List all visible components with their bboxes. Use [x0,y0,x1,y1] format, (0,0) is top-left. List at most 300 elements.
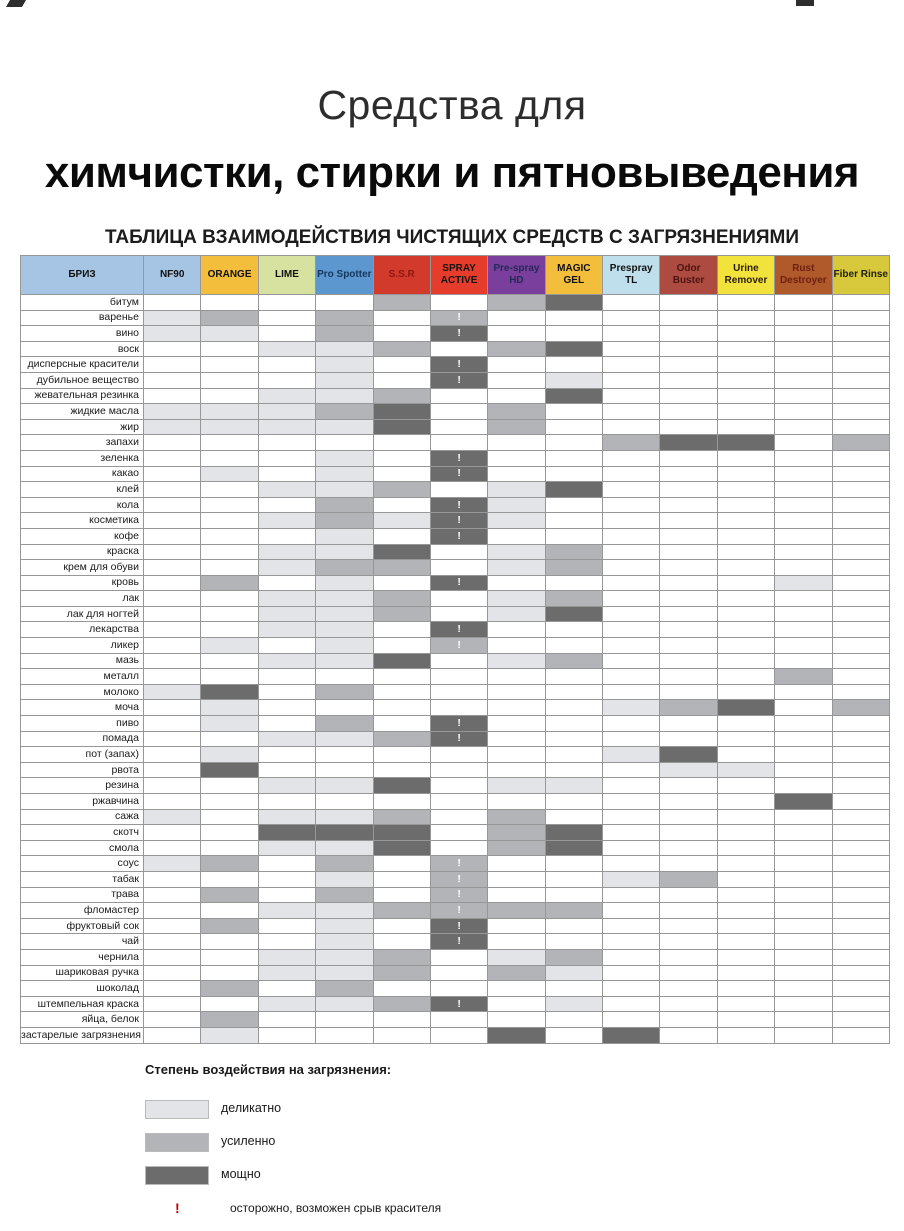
grid-cell [373,419,430,435]
grid-cell [660,606,717,622]
grid-cell [144,482,201,498]
grid-cell [717,326,774,342]
grid-cell [603,965,660,981]
grid-cell [488,560,545,576]
grid-cell [660,669,717,685]
grid-cell [258,638,315,654]
grid-cell [430,918,487,934]
table-row [21,357,890,373]
grid-cell [832,528,890,544]
grid-cell [488,825,545,841]
grid-cell [430,887,487,903]
grid-cell [717,918,774,934]
grid-cell [545,497,602,513]
grid-cell [660,419,717,435]
grid-cell [201,544,258,560]
grid-cell [316,856,373,872]
row-label: мазь [21,653,144,669]
grid-cell [603,575,660,591]
grid-cell [832,700,890,716]
grid-cell [373,840,430,856]
grid-cell [258,606,315,622]
grid-cell [488,918,545,934]
grid-cell [660,388,717,404]
grid-cell [430,903,487,919]
grid-cell [603,778,660,794]
grid-cell [660,809,717,825]
table-row [21,560,890,576]
grid-cell [660,981,717,997]
grid-cell [717,497,774,513]
grid-cell [832,918,890,934]
grid-cell [717,1027,774,1043]
grid-cell [201,575,258,591]
grid-cell [545,669,602,685]
caution-exclamation-icon: ! [457,529,461,542]
grid-cell [660,949,717,965]
grid-cell [144,856,201,872]
grid-cell [144,653,201,669]
grid-cell [373,965,430,981]
grid-cell [660,482,717,498]
grid-cell [201,871,258,887]
grid-cell [201,934,258,950]
grid-cell [488,996,545,1012]
grid-cell [201,700,258,716]
grid-cell [603,856,660,872]
grid-cell [258,419,315,435]
row-label: чернила [21,949,144,965]
grid-cell [144,1012,201,1028]
grid-cell [717,747,774,763]
grid-cell [775,934,832,950]
grid-cell [488,840,545,856]
grid-cell [430,653,487,669]
grid-cell [832,310,890,326]
grid-cell [603,825,660,841]
grid-cell [430,419,487,435]
scan-artifact-right [796,0,814,6]
grid-cell [832,903,890,919]
row-label: металл [21,669,144,685]
grid-cell [373,1027,430,1043]
grid-cell [201,528,258,544]
table-row [21,840,890,856]
row-label: шариковая ручка [21,965,144,981]
grid-cell [775,918,832,934]
table-row [21,871,890,887]
grid-cell [258,497,315,513]
grid-cell [775,497,832,513]
caution-exclamation-icon: ! [457,576,461,589]
grid-cell [316,513,373,529]
grid-cell [430,295,487,311]
table-row [21,419,890,435]
grid-cell [603,591,660,607]
grid-cell [603,622,660,638]
grid-cell [144,497,201,513]
grid-cell [488,341,545,357]
row-label: лекарства [21,622,144,638]
grid-cell [717,544,774,560]
grid-cell [603,700,660,716]
grid-cell [660,295,717,311]
grid-cell [144,575,201,591]
grid-cell [258,981,315,997]
caution-exclamation-icon: ! [457,888,461,901]
grid-cell [660,965,717,981]
grid-cell [144,965,201,981]
grid-cell [603,669,660,685]
grid-cell [660,762,717,778]
grid-cell [430,357,487,373]
grid-cell [430,450,487,466]
row-label: ликер [21,638,144,654]
grid-cell [201,513,258,529]
caution-exclamation-icon: ! [457,623,461,636]
row-label: краска [21,544,144,560]
table-row [21,591,890,607]
grid-cell [832,762,890,778]
caution-exclamation-icon: ! [457,919,461,932]
grid-cell [373,388,430,404]
grid-cell [373,996,430,1012]
grid-cell [488,513,545,529]
grid-cell [488,903,545,919]
grid-cell [201,326,258,342]
grid-cell [316,544,373,560]
table-row [21,716,890,732]
grid-cell [545,419,602,435]
grid-cell [717,965,774,981]
grid-cell [775,513,832,529]
grid-cell [144,419,201,435]
table-row [21,450,890,466]
grid-cell [488,794,545,810]
grid-cell [832,482,890,498]
row-label: запахи [21,435,144,451]
header-cell-3: Pro Spotter [316,256,373,295]
grid-cell [316,528,373,544]
grid-cell [201,560,258,576]
grid-cell [717,513,774,529]
grid-cell [373,341,430,357]
grid-cell [316,669,373,685]
grid-cell [717,700,774,716]
row-label: вино [21,326,144,342]
grid-cell [430,1012,487,1028]
grid-cell [660,1012,717,1028]
grid-cell [430,528,487,544]
grid-cell [430,482,487,498]
grid-cell [488,965,545,981]
grid-cell [488,419,545,435]
grid-cell [144,981,201,997]
grid-cell [430,825,487,841]
grid-cell [316,934,373,950]
grid-cell [545,856,602,872]
grid-cell [316,871,373,887]
header-cell-5: SPRAY ACTIVE [430,256,487,295]
grid-cell [545,996,602,1012]
row-label: дисперсные красители [21,357,144,373]
table-row [21,825,890,841]
grid-cell [545,1012,602,1028]
grid-cell [545,435,602,451]
grid-cell [717,934,774,950]
table-row [21,965,890,981]
row-label: табак [21,871,144,887]
grid-cell [373,435,430,451]
grid-cell [775,295,832,311]
grid-cell [488,544,545,560]
grid-cell [316,794,373,810]
grid-cell [775,653,832,669]
grid-cell [832,716,890,732]
row-label: моча [21,700,144,716]
grid-cell [258,684,315,700]
grid-cell [201,996,258,1012]
grid-cell [545,965,602,981]
row-label: лак для ногтей [21,606,144,622]
row-label: клей [21,482,144,498]
grid-cell [775,747,832,763]
grid-cell [717,887,774,903]
grid-cell [316,404,373,420]
grid-cell [144,747,201,763]
caution-exclamation-icon: ! [457,997,461,1010]
grid-cell [603,794,660,810]
table-row [21,435,890,451]
caution-exclamation-icon: ! [457,358,461,371]
table-body [21,295,890,1044]
grid-cell [717,404,774,420]
grid-cell [430,669,487,685]
grid-cell [775,326,832,342]
row-label: жевательная резинка [21,388,144,404]
grid-cell [373,450,430,466]
table-row [21,778,890,794]
grid-cell [316,684,373,700]
grid-cell [717,388,774,404]
grid-cell [660,731,717,747]
row-label: рвота [21,762,144,778]
grid-cell [316,716,373,732]
legend-swatch [145,1100,209,1119]
grid-cell [545,778,602,794]
grid-cell [316,840,373,856]
legend-label: мощно [221,1167,261,1181]
grid-cell [144,560,201,576]
grid-cell [603,419,660,435]
table-row [21,918,890,934]
grid-cell [545,716,602,732]
grid-cell [545,622,602,638]
grid-cell [832,638,890,654]
table-row [21,326,890,342]
grid-cell [430,575,487,591]
grid-cell [775,404,832,420]
grid-cell [717,482,774,498]
grid-cell [430,856,487,872]
row-label: битум [21,295,144,311]
grid-cell [201,918,258,934]
grid-cell [832,575,890,591]
grid-cell [258,1027,315,1043]
grid-cell [258,778,315,794]
row-label: резина [21,778,144,794]
grid-cell [201,591,258,607]
grid-cell [258,435,315,451]
grid-cell [430,435,487,451]
grid-cell [430,606,487,622]
grid-cell [316,310,373,326]
table-row [21,606,890,622]
grid-cell [545,840,602,856]
grid-cell [144,903,201,919]
caution-exclamation-icon: ! [457,872,461,885]
grid-cell [775,731,832,747]
caution-text: осторожно, возможен срыв красителя [230,1201,442,1215]
grid-cell [373,747,430,763]
row-label: воск [21,341,144,357]
grid-cell [775,1027,832,1043]
grid-cell [832,825,890,841]
table-row [21,466,890,482]
grid-cell [430,466,487,482]
grid-cell [603,840,660,856]
grid-cell [660,887,717,903]
grid-cell [832,809,890,825]
grid-cell [430,326,487,342]
grid-cell [201,404,258,420]
grid-cell [144,809,201,825]
grid-cell [603,513,660,529]
grid-cell [545,544,602,560]
grid-cell [832,560,890,576]
grid-cell [258,716,315,732]
grid-cell [660,653,717,669]
grid-cell [201,435,258,451]
row-label: помада [21,731,144,747]
grid-cell [660,528,717,544]
grid-cell [603,996,660,1012]
grid-cell [832,388,890,404]
grid-cell [488,638,545,654]
grid-cell [660,341,717,357]
grid-cell [775,903,832,919]
grid-cell [832,981,890,997]
grid-cell [316,575,373,591]
grid-cell [775,419,832,435]
grid-cell [373,762,430,778]
grid-cell [545,466,602,482]
grid-cell [545,638,602,654]
grid-cell [775,388,832,404]
table-row [21,404,890,420]
grid-cell [144,435,201,451]
grid-cell [603,310,660,326]
grid-cell [430,794,487,810]
row-label: скотч [21,825,144,841]
table-row [21,653,890,669]
grid-cell [717,653,774,669]
grid-cell [258,918,315,934]
grid-cell [603,903,660,919]
grid-cell [603,887,660,903]
grid-cell [316,357,373,373]
grid-cell [373,856,430,872]
grid-cell [603,684,660,700]
grid-cell [775,544,832,560]
grid-cell [144,825,201,841]
grid-cell [660,825,717,841]
caution-exclamation-icon: ! [175,1200,180,1216]
grid-cell [832,435,890,451]
table-row [21,684,890,700]
grid-cell [258,809,315,825]
grid-cell [545,575,602,591]
grid-cell [488,326,545,342]
grid-cell [144,1027,201,1043]
grid-cell [660,404,717,420]
grid-cell [201,450,258,466]
caution-exclamation-icon: ! [457,498,461,511]
caution-exclamation-icon: ! [457,451,461,464]
page-title-line1: Средства для [317,82,587,128]
grid-cell [316,778,373,794]
grid-cell [660,560,717,576]
grid-cell [660,996,717,1012]
grid-cell [488,1012,545,1028]
grid-cell [430,622,487,638]
grid-cell [373,513,430,529]
grid-cell [832,887,890,903]
row-label: соус [21,856,144,872]
grid-cell [430,747,487,763]
grid-cell [201,809,258,825]
grid-cell [660,326,717,342]
caution-exclamation-icon: ! [457,857,461,870]
grid-cell [373,684,430,700]
grid-cell [545,903,602,919]
grid-cell [545,871,602,887]
row-label: дубильное вещество [21,372,144,388]
grid-cell [373,887,430,903]
row-label: смола [21,840,144,856]
grid-cell [430,638,487,654]
grid-cell [717,341,774,357]
grid-cell [775,606,832,622]
grid-cell [488,684,545,700]
grid-cell [488,622,545,638]
grid-cell [832,840,890,856]
grid-cell [258,357,315,373]
grid-cell [316,887,373,903]
grid-cell [603,606,660,622]
grid-cell [144,669,201,685]
grid-cell [316,450,373,466]
grid-cell [258,669,315,685]
grid-cell [775,310,832,326]
row-label: застарелые загрязнения [21,1027,144,1043]
grid-cell [603,372,660,388]
grid-cell [660,794,717,810]
grid-cell [430,981,487,997]
grid-cell [201,357,258,373]
grid-cell [316,981,373,997]
grid-cell [488,856,545,872]
